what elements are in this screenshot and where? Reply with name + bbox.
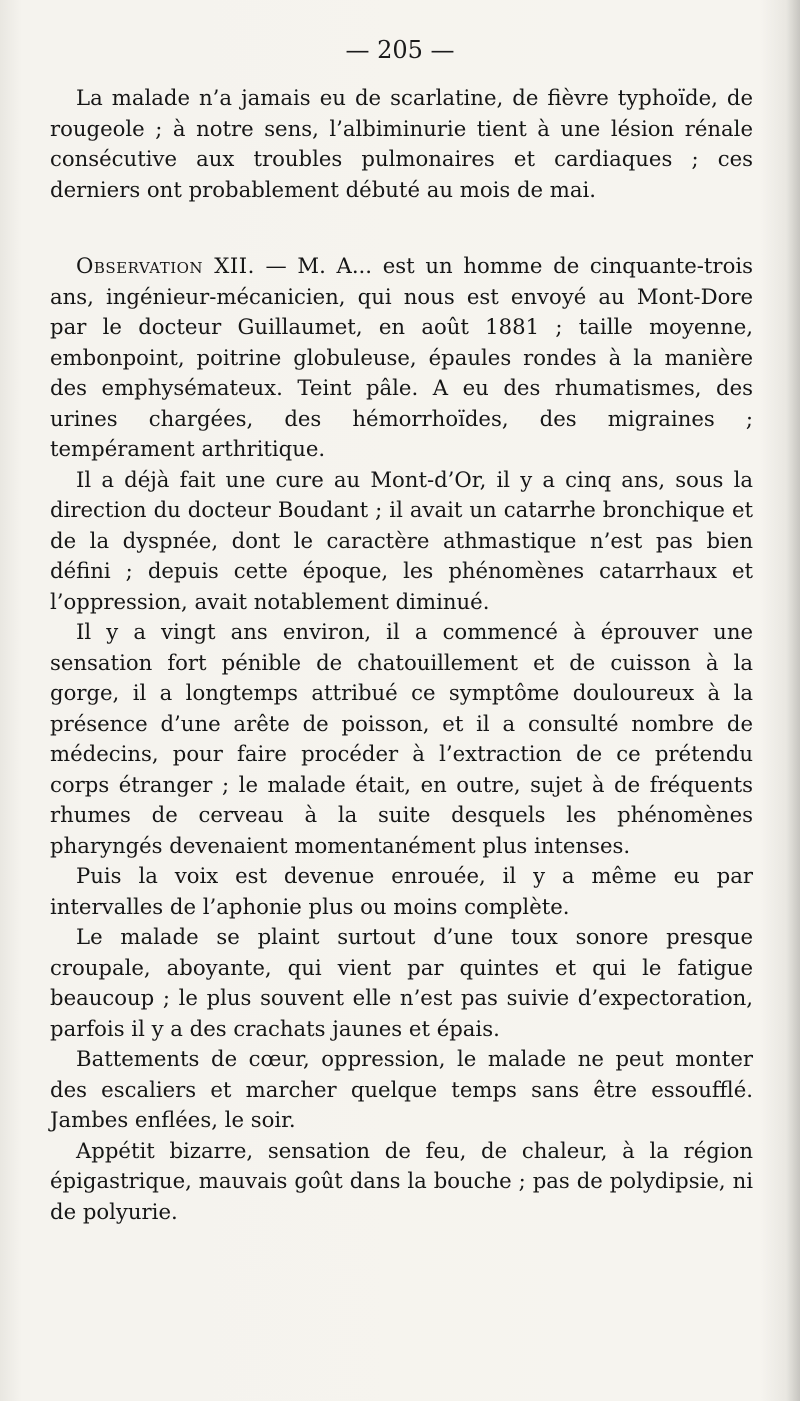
- paragraph-previous-cure: Il a déjà fait une cure au Mont-d’Or, il y a cinq ans, sous la direction du docteur Boudant ; il avait un catarrhe bronchique et de la dyspnée, dont le caractère athmastique n’est pas bien défini ; depuis cette époque, les phénomènes catarrhaux et l’oppression, avait notablement diminué.: [50, 466, 753, 614]
- paragraph-voice: Puis la voix est devenue enrouée, il y a même eu par intervalles de l’aphonie plus ou moins complète.: [50, 863, 753, 919]
- observation-dash: —: [254, 253, 298, 278]
- paragraph-appetite: Appétit bizarre, sensation de feu, de chaleur, à la région épigastrique, mauvais goût dans la bouche ; pas de polydipsie, ni de polyurie.: [50, 1137, 753, 1224]
- observation-paragraph: [50, 251, 753, 465]
- paragraph-heart: Battements de cœur, oppression, le malade ne peut monter des escaliers et marcher quelque temps sans être essoufflé. Jambes enflées, le soir.: [50, 1046, 753, 1132]
- observation-title: Observation XII.: [76, 253, 255, 278]
- page-number: — 205 —: [345, 36, 455, 64]
- page-text: [50, 83, 753, 1227]
- section-gap: [50, 205, 753, 251]
- paragraph-intro: La malade n’a jamais eu de scarlatine, de fièvre typhoïde, de rougeole ; à notre sens, l’albiminurie tient à une lésion rénale consécutive aux troubles pulmonaires et cardiaques ; ces derniers ont probablement débuté au mois de mai.: [50, 85, 753, 202]
- observation-body: M. A... est un homme de cinquante-trois ans, ingénieur-mécanicien, qui nous est envoyé au Mont-Dore par le docteur Guillaumet, en août 1881 ; taille moyenne, embonpoint, poitrine globuleuse, épaules rondes à la manière des emphysémateux. Teint pâle. A eu des rhumatismes, des urines chargées, des hémorrhoïdes, des migraines ; tempérament arthritique.: [50, 253, 753, 461]
- paragraph-cough: Le malade se plaint surtout d’une toux sonore presque croupale, aboyante, qui vient par quintes et qui le fatigue beaucoup ; le plus souvent elle n’est pas suivie d’expectoration, parfois il y a des crachats jaunes et épais.: [50, 924, 753, 1041]
- paragraph-history: Il y a vingt ans environ, il a commencé à éprouver une sensation fort pénible de chatouillement et de cuisson à la gorge, il a longtemps attribué ce symptôme douloureux à la présence d’une arête de poisson, et il a consulté nombre de médecins, pour faire procéder à l’extraction de ce prétendu corps étranger ; le malade était, en outre, sujet à de fréquents rhumes de cerveau à la suite desquels les phénomènes pharyngés devenaient momentanément plus intenses.: [50, 619, 753, 858]
- page-edge-shadow: [786, 0, 800, 1401]
